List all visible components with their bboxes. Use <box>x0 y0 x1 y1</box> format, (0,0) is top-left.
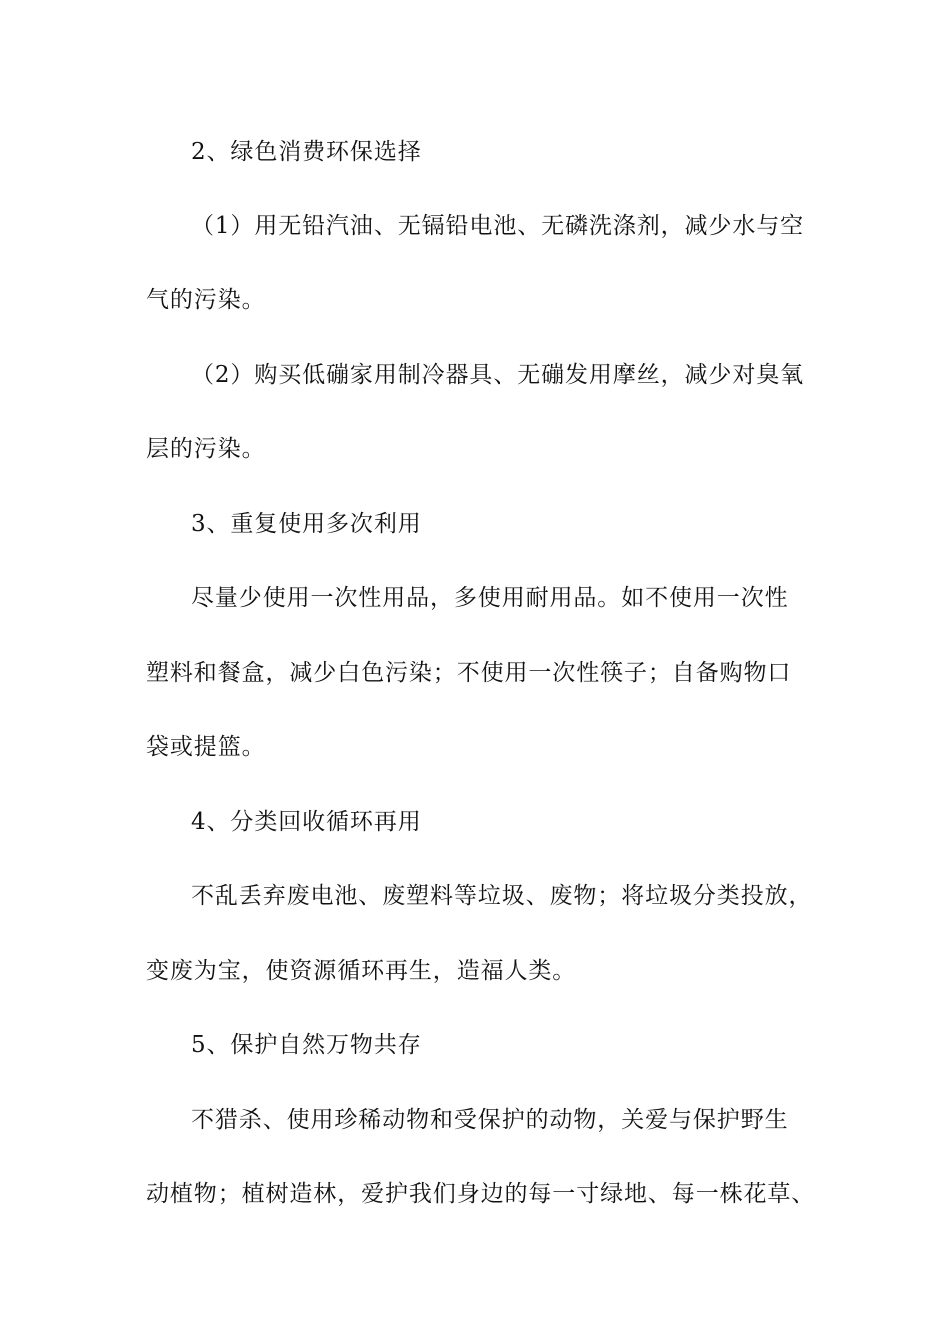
paragraph-line: 塑料和餐盒，减少白色污染；不使用一次性筷子；自备购物口 <box>146 660 792 686</box>
paragraph-line: 气的污染。 <box>146 287 266 313</box>
section-heading-green-consumption: 2、绿色消费环保选择 <box>191 139 422 165</box>
paragraph-line: 不猎杀、使用珍稀动物和受保护的动物，关爱与保护野生 <box>191 1107 789 1133</box>
section-heading-reuse: 3、重复使用多次利用 <box>191 511 422 537</box>
paragraph-line: 层的污染。 <box>146 436 266 462</box>
paragraph-line: 动植物；植树造林，爱护我们身边的每一寸绿地、每一株花草、 <box>146 1181 816 1207</box>
paragraph-line: （1）用无铅汽油、无镉铅电池、无磷洗涤剂，减少水与空 <box>191 213 805 239</box>
paragraph-line: 袋或提篮。 <box>146 734 266 760</box>
section-heading-recycling: 4、分类回收循环再用 <box>191 809 422 835</box>
paragraph-line: （2）购买低磞家用制冷器具、无磞发用摩丝，减少对臭氧 <box>191 362 805 388</box>
paragraph-line: 不乱丢弃废电池、废塑料等垃圾、废物；将垃圾分类投放， <box>191 883 813 909</box>
section-heading-protect-nature: 5、保护自然万物共存 <box>191 1032 422 1058</box>
paragraph-line: 变废为宝，使资源循环再生，造福人类。 <box>146 958 577 984</box>
paragraph-line: 尽量少使用一次性用品，多使用耐用品。如不使用一次性 <box>191 585 789 611</box>
